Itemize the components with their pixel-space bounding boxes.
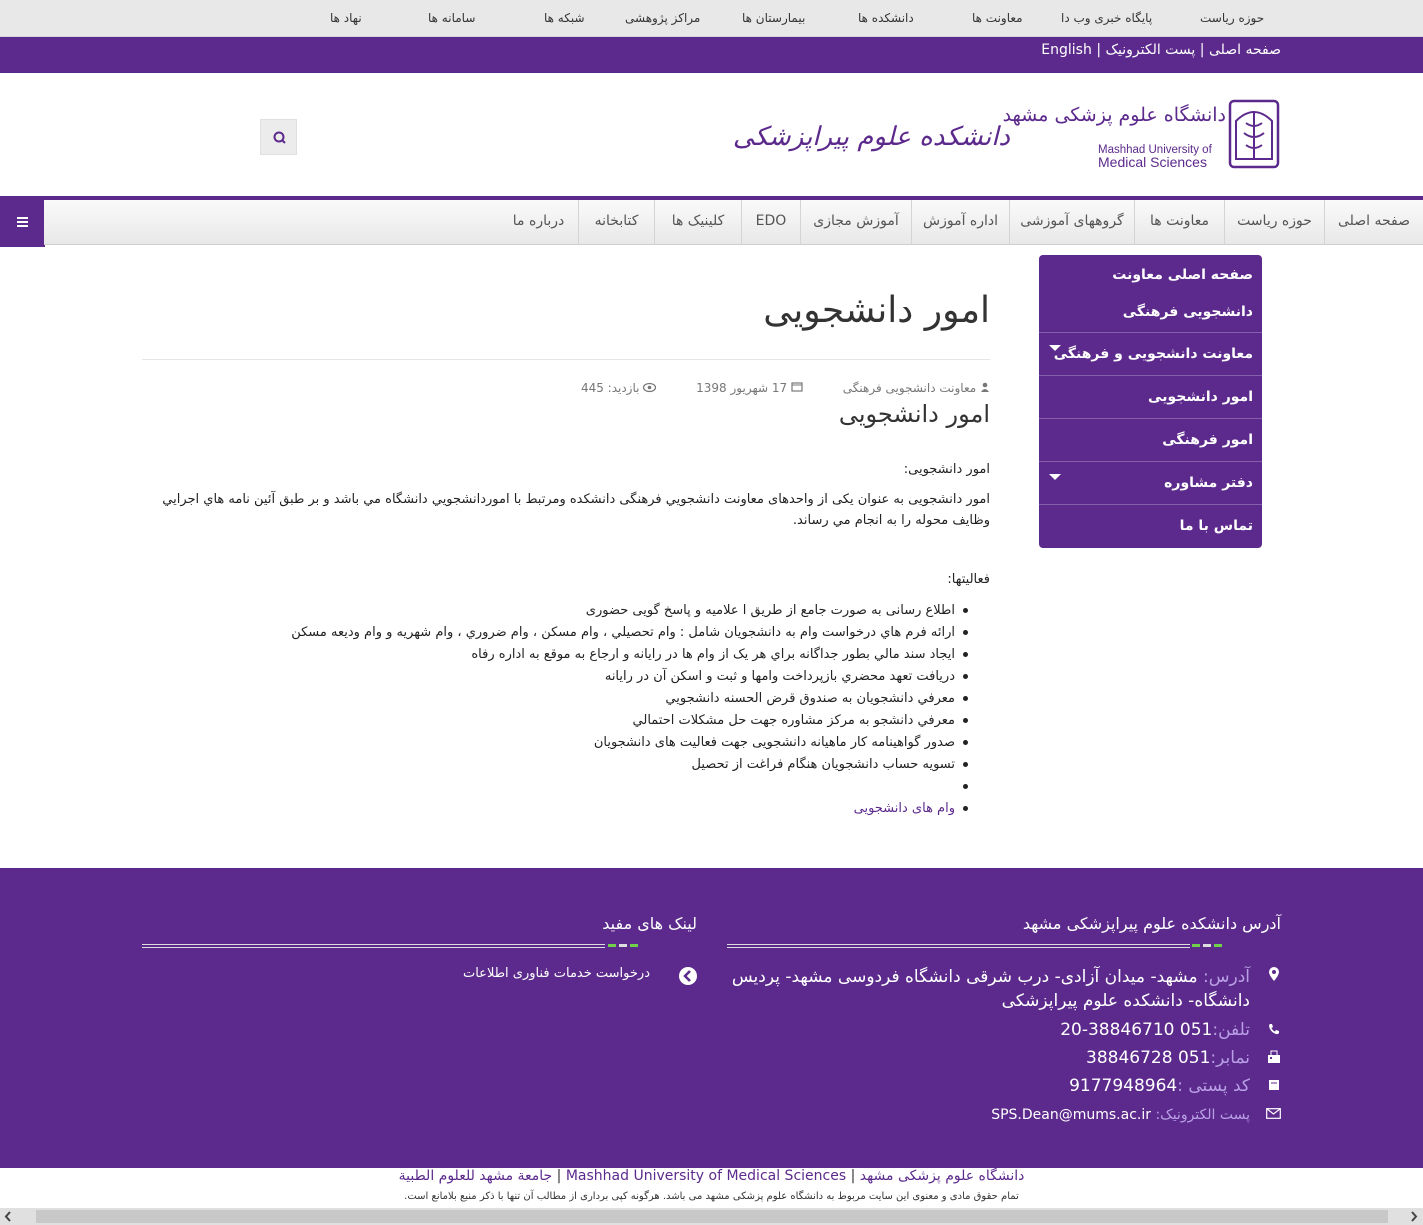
footer-address [727, 965, 1250, 1013]
postal-value: 9177948964 [1069, 1076, 1178, 1096]
horizontal-scrollbar[interactable] [0, 1208, 1423, 1225]
top-link-research-centers[interactable]: مراکز پژوهشی [625, 11, 701, 25]
list-item: ارائه فرم هاي درخواست وام به دانشجويان شامل : وام تحصيلي ، وام مسكن ، وام ضروري ، وام شهريه و وام وديعه مسكن [195, 624, 955, 646]
phone-label: تلفن: [1212, 1020, 1250, 1040]
university-emblem-icon [1230, 101, 1278, 167]
user-icon [980, 382, 990, 392]
bottom-university-names [0, 1168, 1423, 1184]
quick-link-english[interactable]: English [1041, 42, 1092, 58]
top-link-news[interactable]: پایگاه خبری وب دا [1061, 11, 1153, 25]
intro-text: امور دانشجویی به عنوان یکی از واحدهای معاونت دانشجويي فرهنگی دانشکده ومرتبط با اموردانشجويي دانشگاه مي باشد و بر طبق آئين نامه هاي اجرايي وظايف محوله را به انجام مي رساند. [162, 492, 990, 528]
footer-links-heading: لینک های مفید [602, 914, 697, 933]
scrollbar-thumb[interactable] [36, 1210, 1388, 1223]
search-icon [261, 120, 298, 156]
copyright-bar [0, 1168, 1423, 1208]
top-link-faculties[interactable]: دانشکده ها [858, 11, 914, 25]
email-value[interactable]: SPS.Dean@mums.ac.ir [991, 1107, 1151, 1123]
underline-dash [1203, 944, 1211, 947]
separator: | [556, 1168, 562, 1184]
student-loans-link[interactable]: وام های دانشجویی [195, 800, 955, 822]
postal-icon [1268, 1079, 1280, 1091]
faculty-logo[interactable] [732, 95, 1013, 171]
scroll-left-icon[interactable] [4, 1211, 12, 1222]
fax-label: نمابر: [1210, 1048, 1250, 1068]
address-label: آدرس: [1203, 967, 1250, 987]
university-logo-fa: دانشگاه علوم پزشکی مشهد [1002, 104, 1226, 126]
top-link-systems[interactable]: سامانه ها [428, 11, 476, 25]
footer-address-heading: آدرس دانشکده علوم پیراپزشکی مشهد [1022, 914, 1281, 933]
nav-education-office[interactable]: اداره آموزش [911, 200, 1009, 245]
list-item: تسويه حساب دانشجويان هنگام فراغت از تحصيل [195, 756, 955, 778]
sidebar-item-student-affairs[interactable]: امور دانشجویی [1039, 376, 1262, 419]
list-item: دريافت تعهد محضري بازپرداخت وامها و ثبت و اسكن آن در رايانه [195, 668, 955, 690]
sidebar-item-counseling[interactable] [1039, 462, 1262, 505]
scroll-right-icon[interactable] [1410, 1211, 1418, 1222]
quick-link-email[interactable]: پست الکترونیک [1105, 42, 1196, 58]
envelope-icon [1266, 1108, 1281, 1119]
calendar-icon [791, 381, 803, 392]
map-marker-icon [1269, 967, 1279, 981]
underline-dash [1192, 944, 1200, 947]
page-title: امور دانشجویی [763, 290, 990, 331]
email-label: پست الکترونیک: [1151, 1107, 1250, 1123]
bottom-univ-ar[interactable]: جامعة مشهد للعلوم الطبیة [398, 1168, 553, 1184]
nav-clinics[interactable]: کلینیک ها [654, 200, 741, 245]
eye-icon [643, 383, 656, 392]
heading-underline [142, 944, 605, 948]
bottom-univ-en[interactable]: Mashhad University of Medical Sciences [565, 1168, 847, 1184]
underline-dash [608, 944, 616, 947]
fax-value: 051 38846728 [1086, 1048, 1211, 1068]
main-nav [44, 200, 1423, 245]
list-item: صدور گواهینامه کار ماهیانه دانشجویی جهت فعالیت های دانشجویان [195, 734, 955, 756]
footer-phone [1060, 1020, 1250, 1040]
separator: | [1199, 42, 1205, 58]
hamburger-icon [0, 197, 45, 247]
meta-views [563, 381, 656, 395]
heading-underline [727, 944, 1190, 948]
meta-date [678, 381, 803, 395]
fax-icon [1267, 1051, 1281, 1064]
quick-link-home[interactable]: صفحه اصلی [1208, 42, 1281, 58]
sidebar-item-label: دفتر مشاوره [1164, 475, 1253, 491]
top-links-bar [0, 0, 1423, 37]
sidebar-item-label: معاونت دانشجویی و فرهنگی [1053, 346, 1253, 362]
nav-home[interactable]: صفحه اصلی [1324, 200, 1423, 245]
quick-links [1041, 42, 1281, 58]
list-item: معرفي دانشجويان به صندوق قرض الحسنه دانشجويي [195, 690, 955, 712]
top-link-hospitals[interactable]: بیمارستان ها [742, 11, 806, 25]
meta-author [825, 381, 990, 395]
nav-presidency[interactable]: حوزه ریاست [1224, 200, 1324, 245]
nav-edo[interactable]: EDO [741, 200, 800, 245]
faculty-logo-text: دانشکده علوم پیراپزشکی [732, 122, 1010, 152]
caret-down-icon [1049, 345, 1061, 351]
quick-links-strip [0, 37, 1423, 73]
nav-library[interactable]: کتابخانه [578, 200, 654, 245]
postal-label: کد پستی : [1177, 1076, 1250, 1096]
top-link-deputies[interactable]: معاونت ها [972, 11, 1023, 25]
phone-icon [1268, 1023, 1280, 1035]
nav-deputies[interactable]: معاونت ها [1134, 200, 1224, 245]
list-item-empty [195, 778, 955, 800]
article-title: امور دانشجویی [838, 400, 990, 428]
list-item: معرفي دانشجو به مركز مشاوره جهت حل مشكلات احتمالي [195, 712, 955, 734]
copyright-text: تمام حقوق مادی و معنوی این سایت مربوط به دانشگاه علوم پزشکی مشهد می باشد. هرگونه کپی برداری از مطالب آن تنها با ذکر منبع بلامانع است. [404, 1191, 1019, 1202]
footer-postal [1069, 1076, 1250, 1096]
footer [0, 868, 1423, 1168]
university-logo[interactable] [1002, 99, 1280, 171]
sidebar-item-contact[interactable]: تماس با ما [1179, 518, 1253, 534]
meta-author-text: معاونت دانشجویی فرهنگی [842, 381, 977, 395]
meta-date-text: 17 شهریور 1398 [696, 381, 788, 395]
activities-label: فعالیتها: [947, 572, 990, 587]
sidebar-item-cultural-affairs[interactable]: امور فرهنگی [1039, 419, 1262, 462]
sidebar-menu [1039, 255, 1262, 548]
site-header [0, 73, 1423, 196]
search-button[interactable] [260, 119, 297, 155]
meta-views-text: بازدید: 445 [580, 381, 640, 395]
separator: | [850, 1168, 856, 1184]
nav-about[interactable]: درباره ما [512, 213, 565, 229]
list-item: ايجاد سند مالي بطور جداگانه براي هر يک از وام ها در رايانه و ارجاع به موقع به اداره رفاه [195, 646, 955, 668]
activities-list [195, 602, 955, 822]
top-link-institutions[interactable]: نهاد ها [330, 11, 362, 25]
underline-dash [630, 944, 638, 947]
underline-dash [1214, 944, 1222, 947]
menu-toggle-button[interactable] [0, 197, 45, 247]
bottom-univ-fa[interactable]: دانشگاه علوم پزشکی مشهد [859, 1168, 1025, 1184]
chevron-circle-icon [678, 966, 698, 986]
footer-fax [1086, 1048, 1250, 1068]
address-text: مشهد- میدان آزادی- درب شرقی دانشگاه فردوسی مشهد- پردیس دانشگاه- دانشکده علوم پیراپزشکی [731, 967, 1250, 1011]
article-meta [545, 381, 990, 395]
footer-email [991, 1107, 1250, 1123]
phone-value: 051 38846710-20 [1060, 1020, 1213, 1040]
top-link-presidency[interactable]: حوزه ریاست [1200, 11, 1265, 25]
university-logo-en1: Mashhad University of [1098, 144, 1212, 156]
intro-label: امور دانشجویی: [903, 462, 990, 477]
title-divider [142, 359, 990, 360]
footer-link-it-services[interactable]: درخواست خدمات فناوری اطلاعات [462, 966, 650, 981]
top-link-networks[interactable]: شبکه ها [544, 11, 585, 25]
caret-down-icon [1049, 474, 1061, 480]
university-logo-en2: Medical Sciences [1098, 154, 1207, 170]
separator: | [1096, 42, 1102, 58]
list-item: اطلاع رسانی به صورت جامع از طریق ا علامیه و پاسخ گویی حضوری [195, 602, 955, 624]
sidebar-item-deputy-home[interactable]: صفحه اصلی معاونت دانشجویی فرهنگی [1039, 255, 1262, 333]
sidebar-item-deputy[interactable] [1039, 333, 1262, 376]
underline-dash [619, 944, 627, 947]
nav-departments[interactable]: گروههای آموزشی [1009, 200, 1134, 245]
nav-virtual-education[interactable]: آموزش مجازی [800, 200, 911, 245]
